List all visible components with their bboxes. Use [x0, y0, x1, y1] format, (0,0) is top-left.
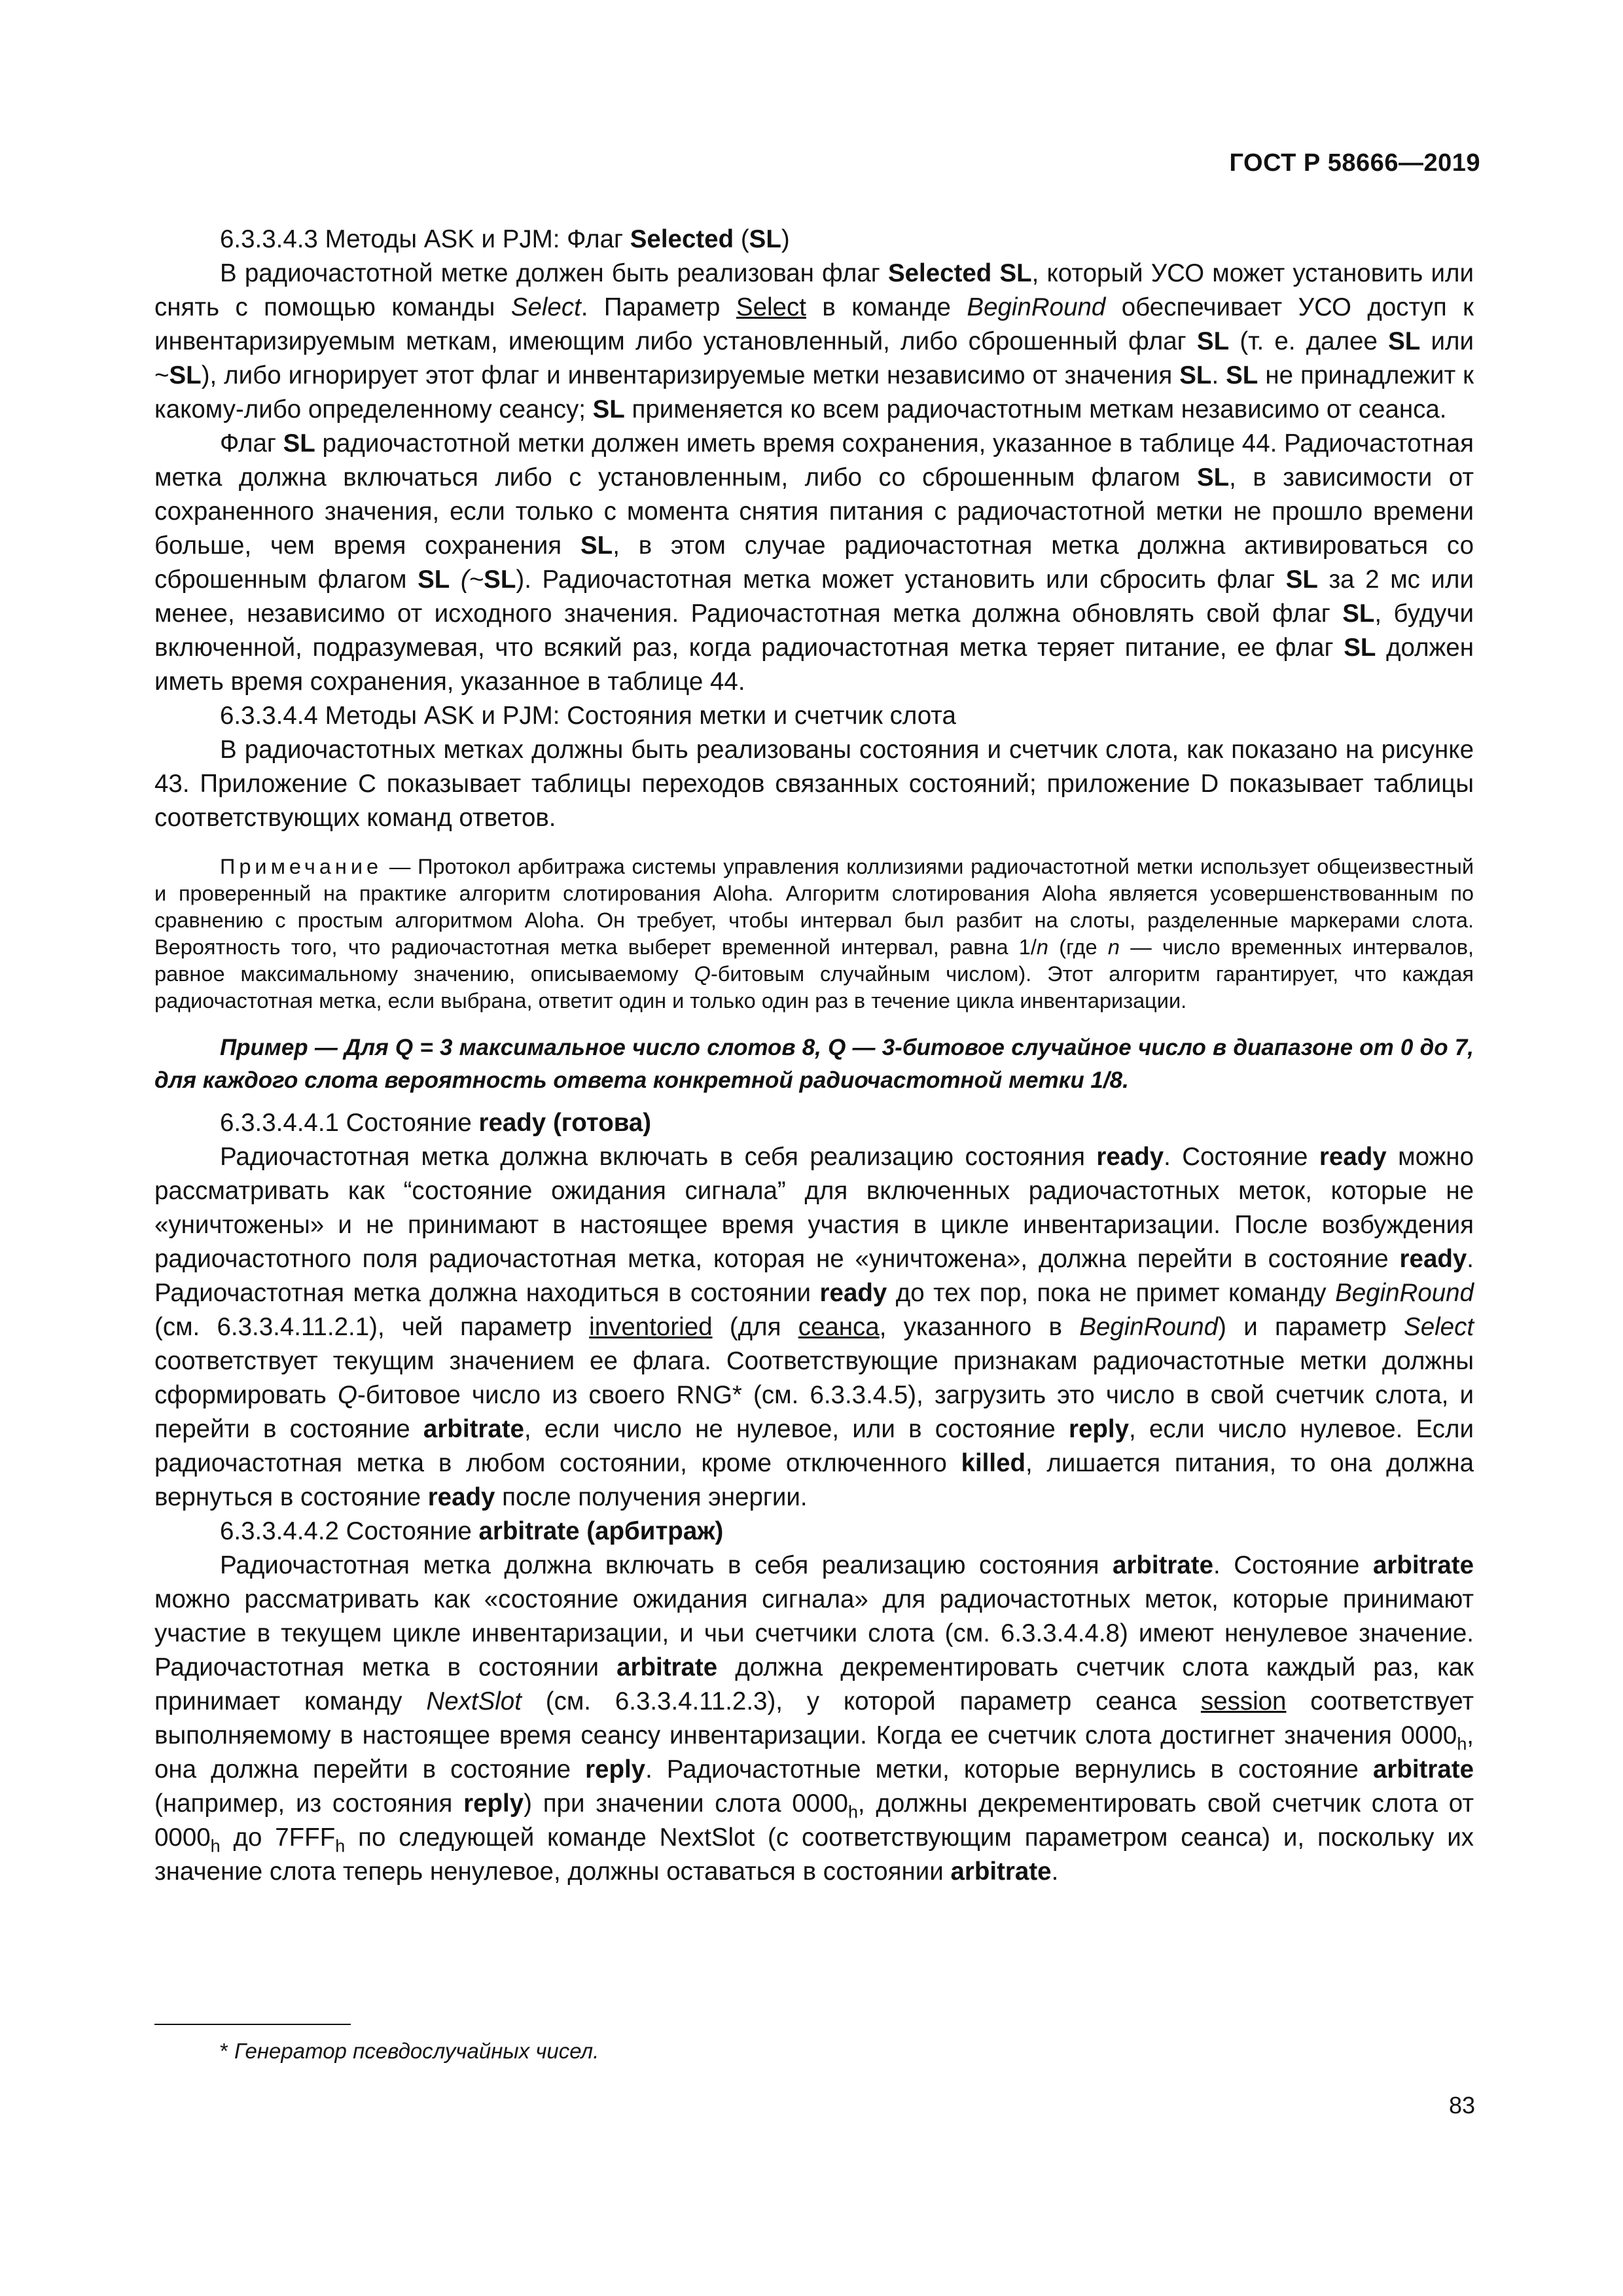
section-heading-6-3-3-4-3 [154, 223, 1474, 257]
section-number: 6.3.3.4.4.1 [220, 1109, 339, 1137]
text-run: Select [510, 293, 581, 321]
text-run: до тех пор, пока не примет команду [895, 1279, 1327, 1307]
footnote-mark: * [220, 2039, 228, 2063]
text-run: ready [1319, 1143, 1387, 1171]
text-run: -битовым случайным числом). Этот алгоритм гарантирует, что каждая радиочастотная метка, если выбрана, ответит один и только один раз в течение цикла инвентаризации. [154, 962, 1474, 1013]
text-run: должен иметь время сохранения, указанное в таблице 44. [154, 634, 1474, 696]
section-heading-6-3-3-4-4 [154, 699, 1474, 733]
text-run: (~ [460, 565, 484, 594]
underlined-term: inventoried [589, 1313, 713, 1341]
text-run: (т. е. далее [1240, 327, 1378, 355]
text-run: BeginRound [967, 293, 1106, 321]
example-block: Пример — Для Q = 3 максимальное число слотов 8, Q — 3-битовое случайное число в диапазоне от 0 до 7, для каждого слота вероятность ответа конкретной радиочастотной метки 1/8. [154, 1035, 1474, 1093]
text-run: (например, из состояния [154, 1789, 453, 1818]
paragraph-sl-retention [154, 427, 1474, 699]
text-run: должна декрементировать счетчик слота каждый раз, как принимает команду [154, 1653, 1474, 1715]
section-heading-ready-state [154, 1106, 1474, 1140]
text-run: BeginRound [1335, 1279, 1474, 1307]
text-run: (арбитраж) [586, 1517, 724, 1545]
text-run: SL [1388, 327, 1421, 355]
text-run: arbitrate [1112, 1551, 1214, 1579]
paragraph-selected-flag [154, 257, 1474, 427]
text-run: , в зависимости от сохраненного значения, если только с момента снятия питания с радиочастотной метки не прошло времени больше, чем время сохранения [154, 463, 1474, 560]
text-run: . [1211, 361, 1219, 389]
text-run: ready [427, 1483, 495, 1511]
section-number: 6.3.3.4.4.2 [220, 1517, 339, 1545]
text-run: не принадлежит к какому-либо определенному сеансу; [154, 361, 1474, 423]
text-run: (см. 6.3.3.4.11.2.3), у которой параметр сеанса [545, 1687, 1177, 1715]
paragraph-states-slot-counter: В радиочастотных метках должны быть реализованы состояния и счетчик слота, как показано на рисунке 43. Приложение С показывает таблицы переходов связанных состояний; приложение D показывает таблицы соответствующих команд ответов. [154, 736, 1474, 832]
text-run: . Радиочастотные метки, которые вернулись в состояние [645, 1755, 1359, 1784]
paren: ( [740, 225, 749, 253]
paren: ) [781, 225, 790, 253]
text-run: ready [1096, 1143, 1164, 1171]
text-run: соответствует выполняемому в настоящее время сеансу инвентаризации. Когда ее счетчик слота достигнет значения 0000 [154, 1687, 1474, 1749]
text-run: h [335, 1836, 346, 1856]
text-run: h [847, 1802, 858, 1822]
heading-text: Методы ASK и PJM: Состояния метки и счетчик слота [325, 702, 956, 730]
text-run: SL [1226, 361, 1258, 389]
text-run: за 2 мс или менее, независимо от исходного значения. Радиочастотная метка должна обновлять свой флаг [154, 565, 1474, 628]
text-run: Q [337, 1381, 357, 1409]
section-heading-arbitrate-state [154, 1515, 1474, 1549]
text-run: можно рассматривать как «состояние ожидания сигнала» для радиочастотных меток, которые принимают участие в текущем цикле инвентаризации, и чьи счетчики слота (см. 6.3.3.4.4.8) имеют ненулевое значение. Радиочастотная метка в состоянии [154, 1585, 1474, 1681]
footnote-text: Генератор псевдослучайных чисел. [234, 2039, 599, 2063]
text-run: , который УСО может установить или снять с помощью команды [154, 259, 1474, 321]
text-run: SL [169, 361, 202, 389]
underlined-term: Select [736, 293, 806, 321]
text-run: SL [1285, 565, 1318, 594]
text-run: по следующей команде NextSlot (с соответствующим параметром сеанса) и, поскольку их значение слота теперь ненулевое, должны оставаться в состоянии [154, 1823, 1474, 1886]
text-run: , она должна перейти в состояние [154, 1721, 1474, 1784]
text-run: reply [463, 1789, 524, 1818]
note-label: Примечание [220, 855, 383, 878]
text-run: В радиочастотной метке должен быть реализован флаг [220, 259, 880, 287]
text-run: , лишается питания, то она должна вернуться в состояние [154, 1449, 1474, 1511]
text-run: после получения энергии. [502, 1483, 808, 1511]
text-run: ready [819, 1279, 887, 1307]
text-run: — число временных интервалов, равное максимальному значению, описываемому [154, 935, 1474, 986]
text-run: SL [418, 565, 450, 594]
text-run: , должны декрементировать свой счетчик слота от 0000 [154, 1789, 1474, 1852]
text-run: Протокол арбитража системы управления коллизиями радиочастотной метки использует общеизвестный и проверенный на практике алгоритм слотирования Aloha. Алгоритм слотирования Aloha является усовершенствованным по сравнению с простым алгоритмом Aloha. Он требует, чтобы интервал был разбит на слоты, разделенные маркерами слота. Вероятность того, что радиочастотная метка выберет временной интервал, равна 1/ [154, 855, 1474, 959]
text-run: SL [1196, 327, 1230, 355]
text-run: ). Радиочастотная метка может установить или сбросить флаг [516, 565, 1275, 594]
text-run: ready [478, 1109, 546, 1137]
text-run: killed [961, 1449, 1026, 1477]
text-run: (готова) [552, 1109, 652, 1137]
text-run: SL [1342, 600, 1375, 628]
text-run: (см. 6.3.3.4.11.2.1), чей параметр [154, 1313, 572, 1341]
text-run: в команде [822, 293, 951, 321]
page-header-doc-id: ГОСТ Р 58666—2019 [1229, 149, 1480, 177]
text-run: reply [585, 1755, 646, 1784]
text-run: радиочастотной метки должен иметь время сохранения, указанное в таблице 44. Радиочастотная метка должна включаться либо с установленным, либо со сброшенным флагом [154, 429, 1474, 492]
text-run: соответствует текущим значением ее флага. Соответствующие признакам радиочастотные метки должны сформировать [154, 1347, 1474, 1409]
footnote [220, 2037, 599, 2066]
text-run: SL [580, 531, 613, 560]
underlined-term: session [1200, 1687, 1287, 1715]
text-run: Радиочастотная метка должна включать в себя реализацию состояния [220, 1551, 1099, 1579]
text-run: , будучи включенной, подразумевая, что всякий раз, когда радиочастотная метка теряет питание, ее флаг [154, 600, 1474, 662]
page-number: 83 [1448, 2092, 1475, 2119]
text-run: SL [283, 429, 315, 457]
text-run: или ~ [154, 327, 1474, 389]
text-run: SL [1179, 361, 1212, 389]
text-run: , если число не нулевое, или в состояние [524, 1415, 1056, 1443]
paragraph-ready-state [154, 1140, 1474, 1515]
text-run: Q [694, 962, 711, 986]
text-run: h [210, 1836, 221, 1856]
text-run: , если число нулевое. Если радиочастотная метка в любом состоянии, кроме отключенного [154, 1415, 1474, 1477]
text-run: . Параметр [580, 293, 721, 321]
text-run: NextSlot [426, 1687, 522, 1715]
text-run: n [1107, 935, 1120, 959]
text-run: . Радиочастотная метка должна находиться в состоянии [154, 1245, 1474, 1307]
text-run: -битовое число из своего RNG* (см. 6.3.3.4.5), загрузить это число в свой счетчик слота, и перейти в состояние [154, 1381, 1474, 1443]
text-run: SL [1196, 463, 1230, 492]
text-run: . Состояние [1164, 1143, 1308, 1171]
paragraph-arbitrate-state [154, 1549, 1474, 1889]
text-run: применяется ко всем радиочастотным меткам независимо от сеанса. [632, 395, 1447, 423]
text-run: arbitrate [1372, 1551, 1474, 1579]
text-run: , в этом случае радиочастотная метка должна активироваться со сброшенным флагом [154, 531, 1474, 594]
text-run: Состояние [346, 1109, 472, 1137]
text-run: Флаг [220, 429, 276, 457]
text-run: обеспечивает УСО доступ к инвентаризируемым меткам, имеющим либо установленный, либо сброшенный флаг [154, 293, 1474, 355]
body-text [154, 223, 1474, 1889]
heading-text: Методы ASK и PJM: Флаг [325, 225, 624, 253]
text-run: ) при значении слота 0000 [524, 1789, 848, 1818]
text-run: SL [484, 565, 516, 594]
text-run: Selected SL [887, 259, 1032, 287]
text-run: (где [1059, 935, 1097, 959]
text-run: arbitrate [478, 1517, 580, 1545]
text-run: arbitrate [423, 1415, 524, 1443]
text-run: reply [1069, 1415, 1130, 1443]
text-run: Радиочастотная метка должна включать в себя реализацию состояния [220, 1143, 1085, 1171]
text-run: ), либо игнорирует этот флаг и инвентаризируемые метки независимо от значения [201, 361, 1173, 389]
note-block [154, 853, 1474, 1014]
text-run: Select [1404, 1313, 1474, 1341]
text-run: BeginRound [1079, 1313, 1219, 1341]
text-run: , указанного в [879, 1313, 1062, 1341]
underlined-term: сеанса [798, 1313, 880, 1341]
text-run: arbitrate [1372, 1755, 1474, 1784]
text-run: . Состояние [1213, 1551, 1360, 1579]
text-run: ) и параметр [1218, 1313, 1387, 1341]
text-run: SL [592, 395, 625, 423]
text-run: до 7FFF [233, 1823, 336, 1852]
text-run: ready [1399, 1245, 1467, 1273]
text-run: SL [1344, 634, 1376, 662]
heading-bold-term: SL [749, 225, 781, 253]
section-number: 6.3.3.4.4 [220, 702, 318, 730]
section-number: 6.3.3.4.3 [220, 225, 318, 253]
text-run: h [1457, 1734, 1467, 1754]
text-run: arbitrate [616, 1653, 718, 1681]
text-run: Состояние [346, 1517, 472, 1545]
text-run: (для [729, 1313, 781, 1341]
text-run: n [1036, 935, 1048, 959]
text-run: — [389, 855, 411, 878]
text-run: можно рассматривать как “состояние ожидания сигнала” для включенных радиочастотных меток, которые не «уничтожены» и не принимают в настоящее время участия в цикле инвентаризации. После возбуждения радиочастотного поля радиочастотная метка, которая не «уничтожена», должна перейти в состояние [154, 1143, 1474, 1273]
text-run: arbitrate [950, 1857, 1052, 1886]
text-run: . [1051, 1857, 1059, 1886]
heading-bold-term: Selected [630, 225, 734, 253]
footnote-divider [154, 2024, 351, 2025]
